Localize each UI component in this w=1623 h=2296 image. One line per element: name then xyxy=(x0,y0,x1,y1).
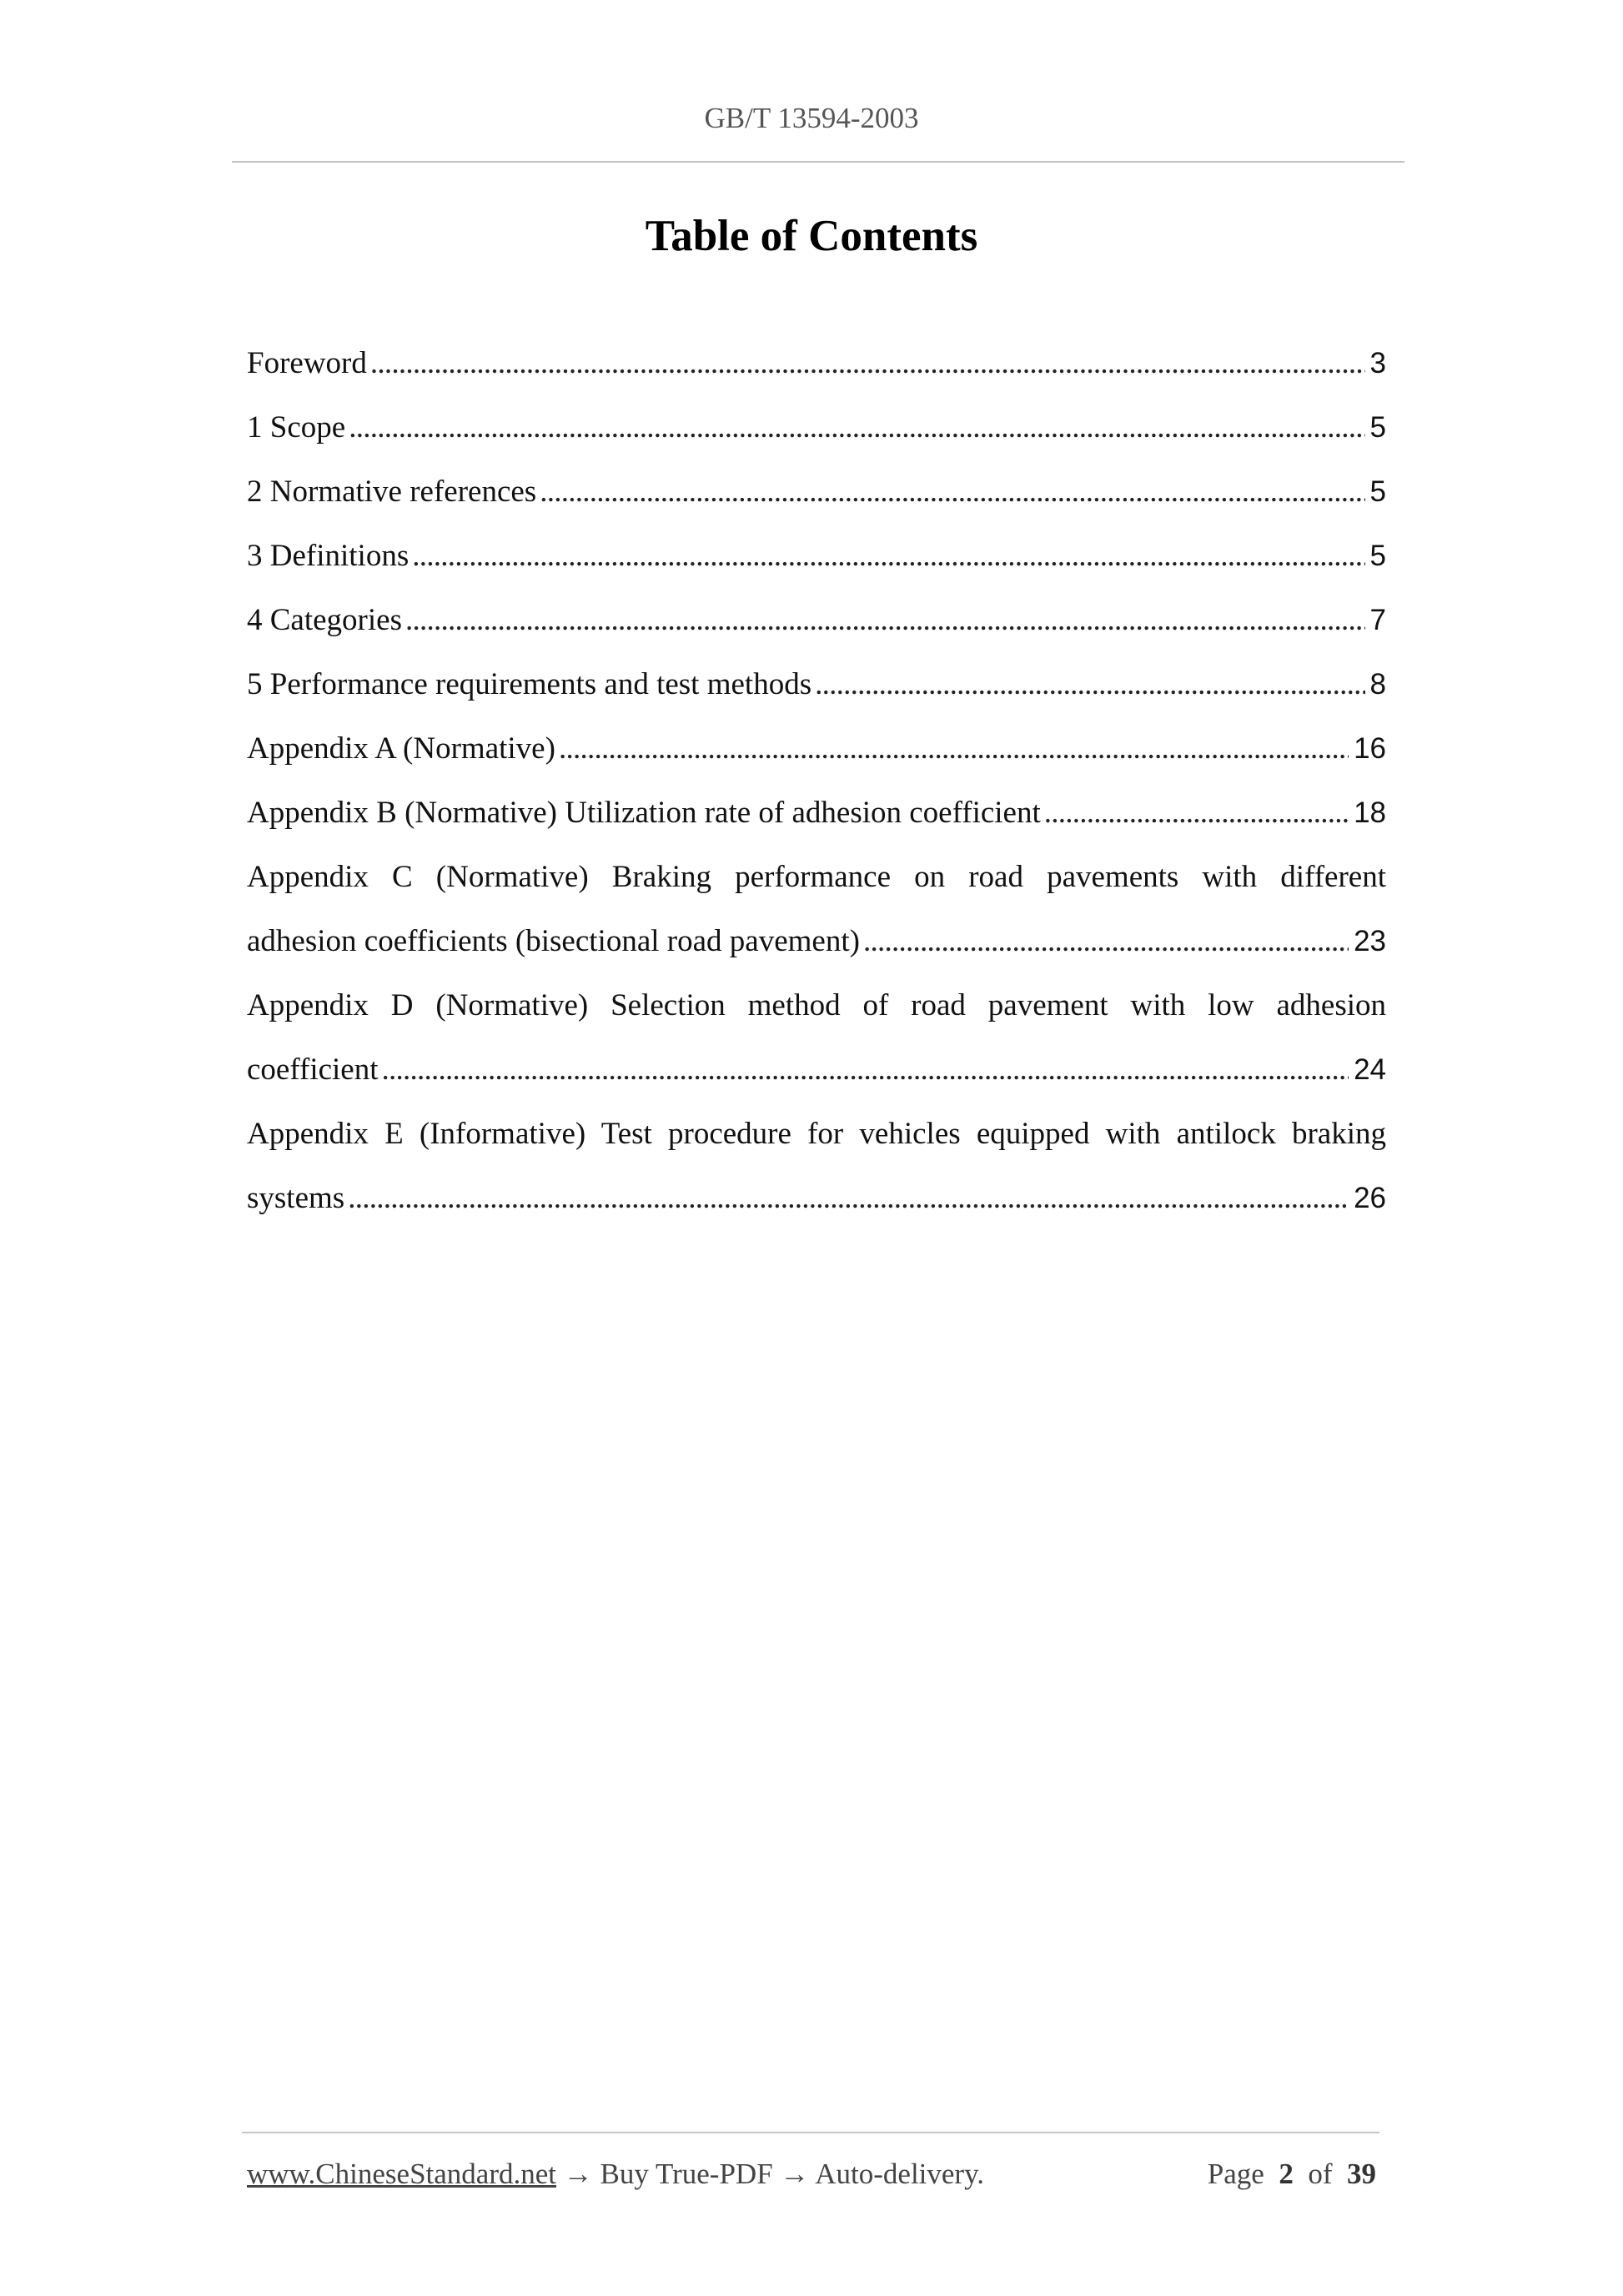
running-header: GB/T 13594-2003 xyxy=(704,102,919,134)
toc-page-number: 8 xyxy=(1369,668,1386,701)
dot-leader xyxy=(412,524,1364,588)
footer-divider xyxy=(242,2132,1379,2133)
toc-entry-text-line2: coefficient xyxy=(247,1053,379,1087)
toc-entry-foreword[interactable] xyxy=(247,331,1386,395)
toc-page-number: 24 xyxy=(1354,1053,1386,1086)
arrow-right-icon: → xyxy=(563,2158,593,2190)
toc-entry-text: 4 Categories xyxy=(247,603,402,637)
arrow-right-icon: → xyxy=(780,2158,810,2190)
current-page-number: 2 xyxy=(1279,2158,1294,2190)
toc-entry-text: 3 Definitions xyxy=(247,539,410,573)
toc-entry-normative-references[interactable] xyxy=(247,460,1386,524)
toc-page-number: 3 xyxy=(1369,347,1386,379)
total-page-number: 39 xyxy=(1347,2158,1376,2190)
toc-entry-appendix-e[interactable] xyxy=(247,1102,1386,1230)
dot-leader xyxy=(863,909,1349,973)
table-of-contents xyxy=(247,331,1386,1230)
toc-page-number: 23 xyxy=(1354,925,1386,957)
dot-leader xyxy=(405,588,1365,652)
toc-entry-appendix-b[interactable] xyxy=(247,781,1386,845)
dot-leader xyxy=(815,652,1364,716)
dot-leader xyxy=(559,716,1349,781)
toc-entry-second-line xyxy=(247,909,1386,973)
toc-entry-text-line1: Appendix C (Normative) Braking performance on road pavements with different xyxy=(247,860,1386,894)
toc-entry-text: Foreword xyxy=(247,346,367,380)
toc-entry-scope[interactable] xyxy=(247,395,1386,460)
toc-entry-text-line1: Appendix E (Informative) Test procedure for vehicles equipped with antilock braking xyxy=(247,1117,1386,1151)
page-counter xyxy=(1208,2158,1376,2191)
toc-entry-appendix-a[interactable] xyxy=(247,716,1386,781)
dot-leader xyxy=(540,460,1364,524)
header-divider xyxy=(232,161,1404,163)
toc-entry-text: 2 Normative references xyxy=(247,475,537,509)
website-link[interactable]: www.ChineseStandard.net xyxy=(247,2158,556,2190)
toc-page-number: 16 xyxy=(1354,732,1386,765)
dot-leader xyxy=(1044,781,1349,845)
of-label: of xyxy=(1308,2158,1333,2190)
toc-entry-categories[interactable] xyxy=(247,588,1386,652)
dot-leader xyxy=(348,1166,1349,1230)
toc-entry-appendix-d[interactable] xyxy=(247,973,1386,1102)
toc-entry-text: 1 Scope xyxy=(247,410,346,445)
buy-pdf-text: Buy True-PDF xyxy=(600,2158,773,2190)
toc-entry-performance-requirements[interactable] xyxy=(247,652,1386,716)
dot-leader xyxy=(370,331,1365,395)
toc-entry-text: Appendix B (Normative) Utilization rate of adhesion coefficient xyxy=(247,796,1041,830)
toc-entry-text-line1: Appendix D (Normative) Selection method of road pavement with low adhesion xyxy=(247,988,1386,1022)
toc-page-number: 26 xyxy=(1354,1182,1386,1214)
toc-entry-text-line2: systems xyxy=(247,1181,345,1215)
toc-entry-appendix-c[interactable] xyxy=(247,845,1386,973)
toc-page-number: 18 xyxy=(1354,796,1386,829)
toc-entry-second-line xyxy=(247,1166,1386,1230)
footer-promo xyxy=(247,2158,984,2191)
toc-entry-text: Appendix A (Normative) xyxy=(247,731,555,766)
toc-entry-second-line xyxy=(247,1037,1386,1102)
page-title: Table of Contents xyxy=(645,212,978,260)
toc-entry-definitions[interactable] xyxy=(247,524,1386,588)
auto-delivery-text: Auto-delivery. xyxy=(815,2158,985,2190)
page-label: Page xyxy=(1207,2158,1264,2190)
toc-entry-text: 5 Performance requirements and test methods xyxy=(247,667,812,701)
toc-page-number: 5 xyxy=(1369,475,1386,508)
toc-page-number: 5 xyxy=(1369,540,1386,572)
toc-page-number: 7 xyxy=(1369,604,1386,636)
dot-leader xyxy=(349,395,1364,460)
toc-entry-text-line2: adhesion coefficients (bisectional road pavement) xyxy=(247,924,860,958)
dot-leader xyxy=(382,1037,1349,1102)
toc-page-number: 5 xyxy=(1369,411,1386,444)
